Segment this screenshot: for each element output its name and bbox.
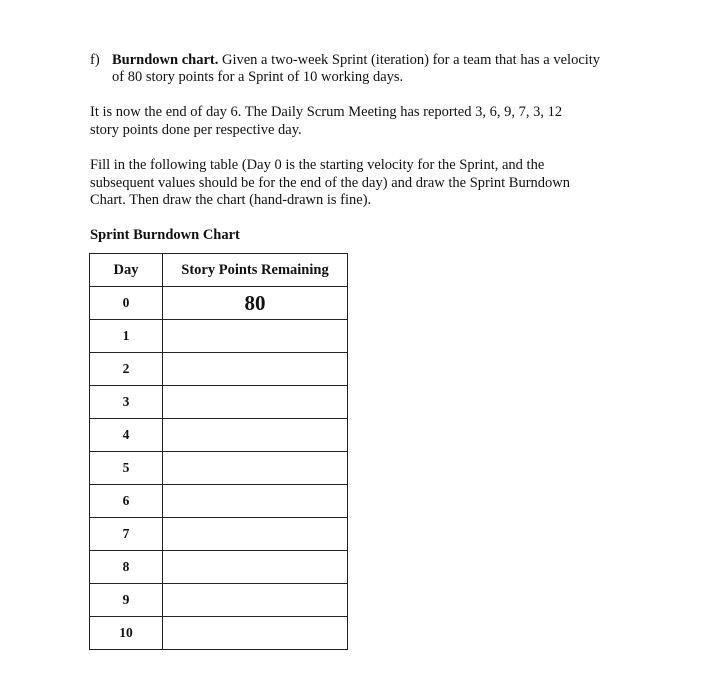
question-title: Burndown chart. — [112, 52, 219, 68]
day-cell: 5 — [90, 452, 163, 485]
points-cell[interactable] — [163, 320, 348, 353]
instructions-paragraph — [90, 157, 650, 210]
points-cell[interactable] — [163, 452, 348, 485]
table-row — [90, 320, 348, 353]
day-cell: 6 — [90, 485, 163, 518]
day-cell: 10 — [90, 617, 163, 650]
points-cell[interactable]: 80 — [163, 287, 348, 320]
status-line-1: It is now the end of day 6. The Daily Scrum Meeting has reported 3, 6, 9, 7, 3, 12 — [90, 104, 563, 120]
day-cell: 2 — [90, 353, 163, 386]
question-label: f) — [90, 52, 100, 68]
table-row — [90, 584, 348, 617]
points-cell[interactable] — [163, 518, 348, 551]
burndown-table — [89, 253, 348, 650]
day-cell: 1 — [90, 320, 163, 353]
points-cell[interactable] — [163, 584, 348, 617]
instructions-line-3: Chart. Then draw the chart (hand-drawn is fine). — [90, 192, 372, 208]
points-cell[interactable] — [163, 551, 348, 584]
column-header-day: Day — [90, 254, 163, 287]
table-row — [90, 518, 348, 551]
table-row — [90, 617, 348, 650]
question-line-1-rest: Given a two-week Sprint (iteration) for a team that has a velocity — [218, 52, 601, 68]
status-paragraph — [90, 104, 650, 139]
question-intro — [90, 52, 650, 86]
day-cell: 7 — [90, 518, 163, 551]
points-cell[interactable] — [163, 386, 348, 419]
table-row — [90, 287, 348, 320]
day-cell: 3 — [90, 386, 163, 419]
table-row — [90, 452, 348, 485]
section-heading: Sprint Burndown Chart — [90, 227, 240, 243]
column-header-points: Story Points Remaining — [163, 254, 348, 287]
table-header-row — [90, 254, 348, 287]
day-cell: 0 — [90, 287, 163, 320]
question-line-1 — [90, 52, 650, 69]
day-cell: 8 — [90, 551, 163, 584]
points-cell[interactable] — [163, 419, 348, 452]
table-row — [90, 485, 348, 518]
day-cell: 4 — [90, 419, 163, 452]
points-cell[interactable] — [163, 485, 348, 518]
status-line-2: story points done per respective day. — [90, 121, 302, 138]
day-cell: 9 — [90, 584, 163, 617]
instructions-line-2: subsequent values should be for the end of the day) and draw the Sprint Burndown — [90, 174, 571, 191]
table-row — [90, 551, 348, 584]
table-row — [90, 419, 348, 452]
table-row — [90, 386, 348, 419]
instructions-line-1: Fill in the following table (Day 0 is the starting velocity for the Sprint, and the — [90, 157, 545, 173]
points-cell[interactable] — [163, 353, 348, 386]
question-line-2: of 80 story points for a Sprint of 10 working days. — [112, 69, 404, 85]
table-row — [90, 353, 348, 386]
points-cell[interactable] — [163, 617, 348, 650]
